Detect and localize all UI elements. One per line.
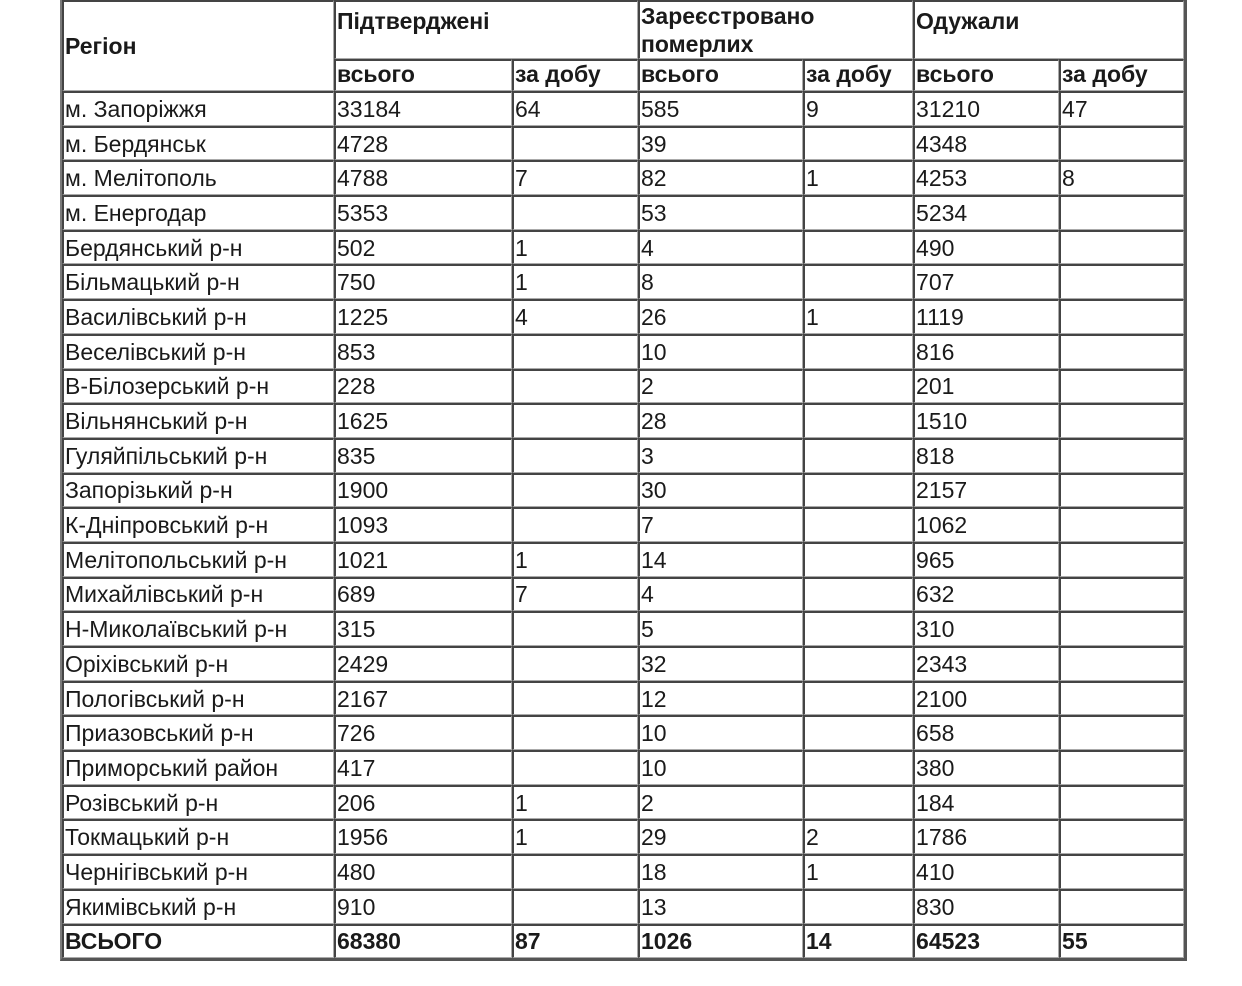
cell-recovered-total: 965 [913, 542, 1059, 577]
cell-confirmed-total: 228 [334, 369, 512, 404]
table-row [62, 230, 1184, 265]
cell-recovered-total: 184 [913, 785, 1059, 820]
cell-recovered-total: 201 [913, 369, 1059, 404]
cell-recovered-total: 410 [913, 854, 1059, 889]
cell-recovered-daily: 55 [1059, 924, 1184, 959]
cell-recovered-daily [1059, 473, 1184, 508]
cell-confirmed-total: 480 [334, 854, 512, 889]
cell-deaths-daily [803, 438, 913, 473]
cell-region: Чернігівський р-н [62, 854, 334, 889]
cell-confirmed-total: 5353 [334, 195, 512, 230]
cell-confirmed-total: 4728 [334, 126, 512, 161]
cell-recovered-total: 1786 [913, 819, 1059, 854]
table-row [62, 126, 1184, 161]
cell-confirmed-daily [512, 334, 638, 369]
table-row [62, 854, 1184, 889]
table-row [62, 299, 1184, 334]
cell-deaths-total: 585 [638, 91, 803, 126]
cell-deaths-daily [803, 507, 913, 542]
cell-deaths-total: 30 [638, 473, 803, 508]
cell-confirmed-daily [512, 646, 638, 681]
header-deaths-total: всього [638, 59, 803, 91]
cell-deaths-total: 29 [638, 819, 803, 854]
cell-confirmed-total: 835 [334, 438, 512, 473]
cell-confirmed-total: 750 [334, 264, 512, 299]
cell-confirmed-total: 2167 [334, 681, 512, 716]
cell-deaths-daily [803, 577, 913, 612]
cell-recovered-total: 2157 [913, 473, 1059, 508]
cell-region: Гуляйпільський р-н [62, 438, 334, 473]
cell-confirmed-daily: 7 [512, 160, 638, 195]
cell-recovered-daily: 47 [1059, 91, 1184, 126]
cell-deaths-daily: 9 [803, 91, 913, 126]
cell-deaths-total: 13 [638, 889, 803, 924]
cell-confirmed-daily [512, 750, 638, 785]
cell-recovered-daily [1059, 577, 1184, 612]
cell-confirmed-daily [512, 854, 638, 889]
cell-recovered-total: 310 [913, 611, 1059, 646]
cell-deaths-total: 12 [638, 681, 803, 716]
cell-region: Розівський р-н [62, 785, 334, 820]
cell-region: Вільнянський р-н [62, 403, 334, 438]
cell-confirmed-daily: 1 [512, 785, 638, 820]
cell-region: К-Дніпровський р-н [62, 507, 334, 542]
header-deaths [638, 0, 913, 59]
cell-region: м. Запоріжжя [62, 91, 334, 126]
cell-confirmed-total: 502 [334, 230, 512, 265]
cell-deaths-total: 4 [638, 230, 803, 265]
cell-recovered-daily [1059, 819, 1184, 854]
cell-deaths-total: 2 [638, 785, 803, 820]
cell-recovered-total: 1062 [913, 507, 1059, 542]
cell-recovered-daily [1059, 264, 1184, 299]
cell-recovered-daily [1059, 195, 1184, 230]
cell-recovered-daily [1059, 611, 1184, 646]
cell-recovered-daily [1059, 438, 1184, 473]
cell-region: м. Бердянськ [62, 126, 334, 161]
cell-confirmed-daily [512, 126, 638, 161]
cell-region: Приморський район [62, 750, 334, 785]
cell-recovered-total: 5234 [913, 195, 1059, 230]
cell-confirmed-daily [512, 195, 638, 230]
cell-deaths-total: 1026 [638, 924, 803, 959]
cell-recovered-daily [1059, 889, 1184, 924]
table-row [62, 542, 1184, 577]
cell-confirmed-daily [512, 715, 638, 750]
cell-confirmed-total: 1900 [334, 473, 512, 508]
cell-recovered-total: 818 [913, 438, 1059, 473]
cell-region: Якимівський р-н [62, 889, 334, 924]
cell-region: Мелітопольський р-н [62, 542, 334, 577]
cell-confirmed-daily: 87 [512, 924, 638, 959]
cell-confirmed-daily: 7 [512, 577, 638, 612]
header-confirmed-daily: за добу [512, 59, 638, 91]
cell-confirmed-daily [512, 403, 638, 438]
cell-recovered-daily [1059, 403, 1184, 438]
table-row [62, 715, 1184, 750]
cell-confirmed-total: 4788 [334, 160, 512, 195]
table-row [62, 334, 1184, 369]
cell-recovered-total: 31210 [913, 91, 1059, 126]
table-row [62, 438, 1184, 473]
header-recovered-total: всього [913, 59, 1059, 91]
cell-deaths-daily [803, 264, 913, 299]
cell-region: Бердянський р-н [62, 230, 334, 265]
cell-region: м. Мелітополь [62, 160, 334, 195]
table-row [62, 507, 1184, 542]
cell-deaths-daily [803, 542, 913, 577]
cell-confirmed-total: 1225 [334, 299, 512, 334]
cell-deaths-daily [803, 611, 913, 646]
cell-deaths-total: 53 [638, 195, 803, 230]
table-row [62, 819, 1184, 854]
cell-recovered-total: 2343 [913, 646, 1059, 681]
cell-recovered-daily [1059, 334, 1184, 369]
cell-recovered-daily [1059, 750, 1184, 785]
cell-region: Василівський р-н [62, 299, 334, 334]
cell-confirmed-daily [512, 369, 638, 404]
cell-deaths-daily [803, 369, 913, 404]
cell-recovered-total: 64523 [913, 924, 1059, 959]
cell-deaths-total: 10 [638, 334, 803, 369]
cell-region: Приазовський р-н [62, 715, 334, 750]
header-deaths-label: Зареєстровано померлих [641, 3, 815, 57]
cell-region: Запорізький р-н [62, 473, 334, 508]
cell-region: Н-Миколаївський р-н [62, 611, 334, 646]
table-row [62, 750, 1184, 785]
table-body [62, 0, 1184, 958]
cell-recovered-daily [1059, 785, 1184, 820]
cell-deaths-total: 39 [638, 126, 803, 161]
table-row [62, 681, 1184, 716]
header-region: Регіон [62, 0, 334, 91]
cell-deaths-daily [803, 126, 913, 161]
cell-deaths-daily [803, 473, 913, 508]
table-row [62, 889, 1184, 924]
cell-region: Пологівський р-н [62, 681, 334, 716]
cell-recovered-daily [1059, 507, 1184, 542]
cell-region: Михайлівський р-н [62, 577, 334, 612]
cell-deaths-daily [803, 681, 913, 716]
cell-recovered-daily: 8 [1059, 160, 1184, 195]
cell-recovered-daily [1059, 681, 1184, 716]
header-recovered [913, 0, 1184, 59]
cell-deaths-total: 5 [638, 611, 803, 646]
cell-recovered-total: 632 [913, 577, 1059, 612]
cell-deaths-daily: 2 [803, 819, 913, 854]
cell-confirmed-total: 1021 [334, 542, 512, 577]
cell-deaths-daily: 1 [803, 299, 913, 334]
cell-confirmed-daily: 64 [512, 91, 638, 126]
cell-deaths-total: 2 [638, 369, 803, 404]
cell-deaths-total: 28 [638, 403, 803, 438]
cell-confirmed-daily: 1 [512, 264, 638, 299]
cell-confirmed-daily [512, 889, 638, 924]
cell-confirmed-total: 33184 [334, 91, 512, 126]
cell-confirmed-total: 689 [334, 577, 512, 612]
table-row [62, 91, 1184, 126]
cell-recovered-total: 4253 [913, 160, 1059, 195]
table-row [62, 264, 1184, 299]
table-row [62, 473, 1184, 508]
cell-recovered-daily [1059, 542, 1184, 577]
cell-confirmed-total: 2429 [334, 646, 512, 681]
table-row [62, 785, 1184, 820]
cell-recovered-daily [1059, 230, 1184, 265]
table-row [62, 369, 1184, 404]
header-deaths-daily: за добу [803, 59, 913, 91]
cell-deaths-daily [803, 715, 913, 750]
cell-recovered-total: 2100 [913, 681, 1059, 716]
cell-recovered-daily [1059, 126, 1184, 161]
cell-recovered-total: 658 [913, 715, 1059, 750]
covid-stats-table [60, 0, 1187, 961]
cell-confirmed-total: 206 [334, 785, 512, 820]
cell-region: В-Білозерський р-н [62, 369, 334, 404]
cell-confirmed-total: 68380 [334, 924, 512, 959]
cell-recovered-daily [1059, 369, 1184, 404]
cell-recovered-total: 830 [913, 889, 1059, 924]
cell-deaths-daily [803, 195, 913, 230]
cell-region: Веселівський р-н [62, 334, 334, 369]
cell-recovered-daily [1059, 646, 1184, 681]
cell-deaths-daily: 1 [803, 160, 913, 195]
header-confirmed-label: Підтверджені [337, 8, 490, 34]
cell-region: м. Енергодар [62, 195, 334, 230]
cell-confirmed-daily: 4 [512, 299, 638, 334]
cell-deaths-daily: 14 [803, 924, 913, 959]
header-confirmed-total: всього [334, 59, 512, 91]
cell-deaths-total: 32 [638, 646, 803, 681]
cell-deaths-daily [803, 750, 913, 785]
cell-recovered-total: 816 [913, 334, 1059, 369]
cell-confirmed-total: 1625 [334, 403, 512, 438]
cell-region: Токмацький р-н [62, 819, 334, 854]
cell-deaths-total: 10 [638, 750, 803, 785]
header-recovered-label: Одужали [916, 8, 1020, 34]
cell-deaths-total: 18 [638, 854, 803, 889]
cell-deaths-total: 8 [638, 264, 803, 299]
header-recovered-daily: за добу [1059, 59, 1184, 91]
cell-deaths-total: 7 [638, 507, 803, 542]
cell-deaths-total: 10 [638, 715, 803, 750]
header-confirmed [334, 0, 638, 59]
cell-deaths-daily [803, 889, 913, 924]
cell-confirmed-daily [512, 611, 638, 646]
cell-deaths-total: 4 [638, 577, 803, 612]
cell-region: Оріхівський р-н [62, 646, 334, 681]
cell-recovered-daily [1059, 299, 1184, 334]
cell-deaths-daily [803, 334, 913, 369]
cell-deaths-daily: 1 [803, 854, 913, 889]
cell-recovered-total: 490 [913, 230, 1059, 265]
cell-confirmed-total: 417 [334, 750, 512, 785]
cell-confirmed-daily: 1 [512, 230, 638, 265]
cell-region: Більмацький р-н [62, 264, 334, 299]
cell-confirmed-total: 853 [334, 334, 512, 369]
header-row-groups [62, 0, 1184, 59]
cell-confirmed-daily [512, 507, 638, 542]
table-row [62, 403, 1184, 438]
cell-recovered-total: 1119 [913, 299, 1059, 334]
cell-recovered-daily [1059, 715, 1184, 750]
table-row [62, 646, 1184, 681]
cell-confirmed-total: 1093 [334, 507, 512, 542]
cell-deaths-daily [803, 403, 913, 438]
cell-confirmed-total: 315 [334, 611, 512, 646]
cell-deaths-daily [803, 785, 913, 820]
cell-recovered-total: 707 [913, 264, 1059, 299]
cell-confirmed-daily: 1 [512, 819, 638, 854]
cell-deaths-total: 82 [638, 160, 803, 195]
cell-region: ВСЬОГО [62, 924, 334, 959]
cell-confirmed-daily [512, 438, 638, 473]
cell-deaths-total: 3 [638, 438, 803, 473]
cell-deaths-daily [803, 230, 913, 265]
table-row [62, 611, 1184, 646]
cell-confirmed-daily: 1 [512, 542, 638, 577]
cell-confirmed-total: 1956 [334, 819, 512, 854]
cell-confirmed-daily [512, 473, 638, 508]
cell-deaths-total: 14 [638, 542, 803, 577]
table-row [62, 195, 1184, 230]
cell-recovered-total: 380 [913, 750, 1059, 785]
cell-confirmed-total: 910 [334, 889, 512, 924]
cell-recovered-total: 4348 [913, 126, 1059, 161]
cell-deaths-daily [803, 646, 913, 681]
cell-deaths-total: 26 [638, 299, 803, 334]
cell-confirmed-total: 726 [334, 715, 512, 750]
cell-confirmed-daily [512, 681, 638, 716]
table-row [62, 160, 1184, 195]
total-row [62, 924, 1184, 959]
cell-recovered-daily [1059, 854, 1184, 889]
cell-recovered-total: 1510 [913, 403, 1059, 438]
table-row [62, 577, 1184, 612]
